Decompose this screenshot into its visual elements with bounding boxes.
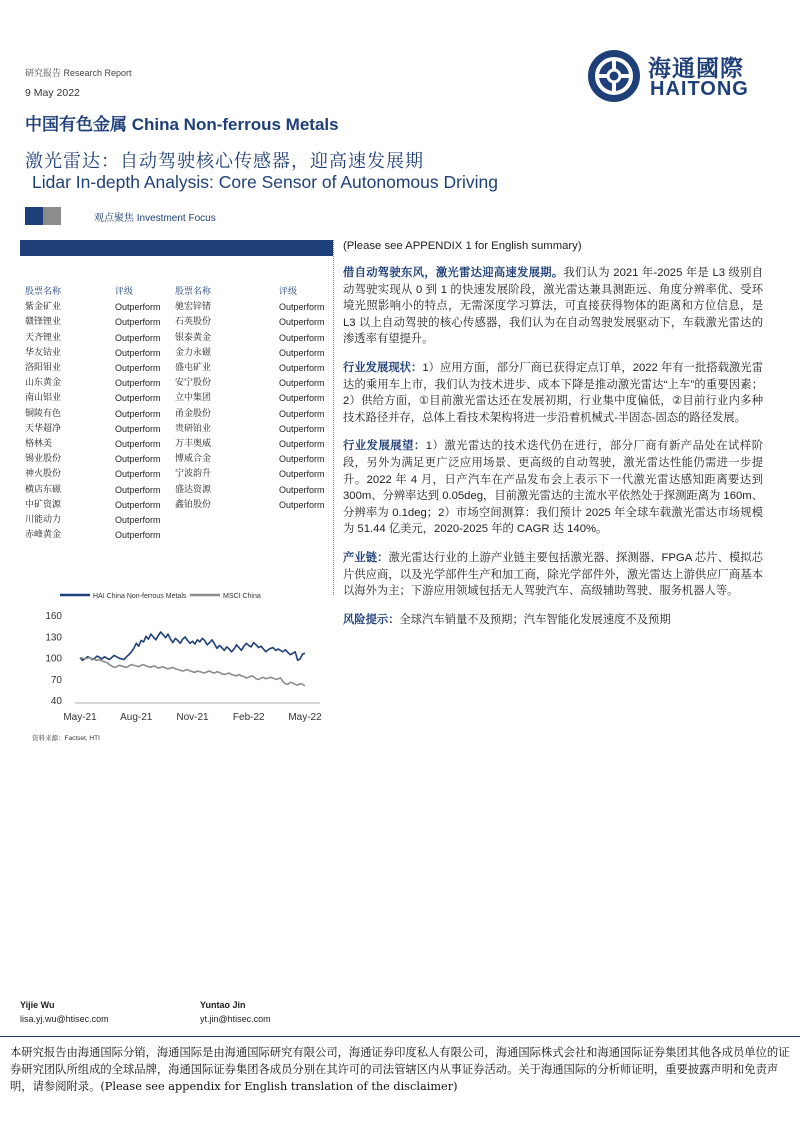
stock-rating: Outperform: [279, 317, 325, 328]
stock-name: 宁波韵升: [175, 469, 212, 480]
paragraph-highlights: 借自动驾驶东风，激光雷达迎高速发展期。我们认为 2021 年-2025 年是 L3 级别自动驾驶实现从 0 到 1 的快速发展阶段，激光雷达兼具测距远、角度分辨率优、受环境光照影响小的特点，无需深度学习算法，可直接获得物体的距离和方位信息，是 L3 以上自动驾驶的核心传感器，我们认为在自动驾驶发展驱动下，车载激光雷达的渗透率有望提升。: [343, 267, 763, 346]
table-row: [25, 528, 175, 543]
author-name: Yuntao Jin: [200, 1000, 246, 1010]
stock-name: 格林美: [25, 439, 53, 450]
paragraph-lead: 行业发展现状：: [343, 361, 423, 374]
stock-name: 赤峰黄金: [25, 530, 62, 541]
table-row: [175, 483, 339, 498]
series-line-msci-china: [80, 658, 305, 686]
stock-rating: Outperform: [279, 423, 325, 434]
stock-rating: Outperform: [279, 408, 325, 419]
x-tick-label: Aug-21: [120, 712, 153, 723]
stock-rating: Outperform: [115, 423, 161, 434]
y-tick-label: 40: [50, 696, 62, 707]
author-2: [200, 1000, 271, 1024]
stock-rating: Outperform: [115, 378, 161, 389]
table-row: [25, 513, 175, 528]
stock-rating: Outperform: [279, 439, 325, 450]
stock-rating: Outperform: [115, 530, 161, 541]
stock-name: 金力永磁: [175, 347, 212, 358]
stock-name: 华友钴业: [25, 347, 62, 358]
paragraph-lead: 产业链：: [343, 551, 389, 564]
stock-name: 安宁股份: [175, 378, 212, 389]
stock-rating: Outperform: [279, 347, 325, 358]
table-row: [175, 407, 339, 422]
stock-name: 赣锋锂业: [25, 317, 62, 328]
stock-name-header: 股票名称: [175, 287, 212, 297]
stock-rating: Outperform: [115, 469, 161, 480]
footer-divider: [0, 1036, 800, 1037]
x-tick-label: May-22: [288, 712, 322, 723]
stock-name: 洛阳钼业: [25, 363, 62, 374]
legend-label: HAI China Non-ferrous Metals: [93, 593, 187, 600]
rating-header: 评级: [279, 287, 298, 297]
author-1: [20, 1000, 109, 1024]
author-email[interactable]: lisa.yj.wu@htisec.com: [20, 1014, 109, 1024]
stock-rating: Outperform: [115, 484, 161, 495]
stock-name: 驰宏锌锗: [175, 302, 212, 313]
stock-name: 神火股份: [25, 469, 62, 480]
paragraph-lead: 借自动驾驶东风，激光雷达迎高速发展期。: [343, 267, 564, 279]
stock-name: 贵研铂业: [175, 423, 212, 434]
y-tick-label: 160: [45, 611, 62, 622]
stock-rating: Outperform: [279, 393, 325, 404]
disclaimer-text: 本研究报告由海通国际分销，海通国际是由海通国际研究有限公司，海通证券印度私人有限公司，海通国际株式会社和海通国际证券集团其他各成员单位的证券研究团队所组成的全球品牌，海通国际证券集团各成员分别在其许可的司法管辖区内从事证券活动。关于海通国际的分析师证明，重要披露声明和免责声明，请参阅附录。(Please see appendix for English translation of the disclaimer): [10, 1046, 790, 1093]
stock-name: 盛达资源: [175, 484, 212, 495]
stock-rating: Outperform: [115, 515, 161, 526]
stock-name: 横店东磁: [25, 484, 62, 495]
table-row: [25, 391, 175, 406]
haitong-logo-icon: [586, 48, 642, 104]
stock-name: 川能动力: [25, 515, 62, 526]
table-row: [25, 300, 175, 315]
table-row: [175, 361, 339, 376]
stock-name: 银泰黄金: [175, 332, 212, 343]
logo-text-en: HAITONG: [650, 78, 749, 100]
stock-rating: Outperform: [279, 378, 325, 389]
table-row: [175, 437, 339, 452]
chart-source-note: 资料来源：Factset, HTI: [32, 735, 100, 742]
table-row: [175, 300, 339, 315]
stock-name: 铜陵有色: [25, 408, 62, 419]
paragraph-value-chain: 产业链：激光雷达行业的上游产业链主要包括激光器、探测器、FPGA 芯片、模拟芯片供应商，以及光学部件生产和加工商，除光学部件外，激光雷达上游供应厂商基本以海外为主；下游应用领域包括无人驾驶汽车、高级辅助驾驶、服务机器人等。: [343, 551, 763, 598]
stock-name: 石英股份: [175, 317, 212, 328]
paragraph-lead: 风险提示：: [343, 613, 400, 626]
table-row: [25, 346, 175, 361]
stock-rating: Outperform: [115, 454, 161, 465]
paragraph-industry-status: 行业发展现状：1）应用方面，部分厂商已获得定点订单，2022 年有一批搭载激光雷达的乘用车上市，我们认为技术进步、成本下降是推动激光雷达“上车”的重要因素；2）供给方面，①目前激光雷达还在发展初期，行业集中度偏低，②目前行业内多种技术路径并存，总体上看技术架构将进一步沿着机械式-半固态-固态的路径发展。: [343, 361, 763, 424]
stock-rating: Outperform: [279, 363, 325, 374]
table-row: [175, 376, 339, 391]
stock-rating: Outperform: [115, 332, 161, 343]
table-row: [25, 498, 175, 513]
table-row: [175, 452, 339, 467]
table-row: [175, 315, 339, 330]
table-row: [175, 498, 339, 513]
stock-name: 鑫铂股份: [175, 499, 212, 510]
report-date: 9 May 2022: [25, 87, 80, 99]
table-row: [25, 376, 175, 391]
table-row: [25, 452, 175, 467]
stock-name: 中矿资源: [25, 499, 62, 510]
table-row: [175, 346, 339, 361]
ratings-table-right: [175, 285, 339, 513]
focus-marker-blue: [25, 207, 43, 225]
stock-name: 紫金矿业: [25, 302, 62, 313]
table-row: [25, 331, 175, 346]
investment-focus-label: 观点聚焦 Investment Focus: [94, 213, 216, 224]
sector-title: 中国有色金属 China Non-ferrous Metals: [25, 115, 339, 134]
paragraph-industry-outlook: 行业发展展望：1）激光雷达的技术迭代仍在进行，部分厂商有新产品处在试样阶段，另外为满足更广泛应用场景、更高级的自动驾驶，激光雷达性能仍需进一步提升。2022 年 4 月，日产汽车在产品发布会上表示下一代激光雷达感知距离要达到 300m、分辨率达到 0.05deg，目前激光雷达的主流水平依然处于探测距离为 160m、分辨率为 0.1deg；2）市场空间测算：我们预计 2025 年全球车载激光雷达市场规模为 51.44 亿美元，2020-2025 年的 CAGR 达 140%。: [343, 440, 763, 536]
table-row: [25, 437, 175, 452]
ratings-table-left: [25, 285, 175, 543]
author-email[interactable]: yt.jin@htisec.com: [200, 1014, 271, 1024]
sidebar-header-bar: [20, 240, 333, 256]
table-row: [175, 391, 339, 406]
table-row: [25, 483, 175, 498]
author-name: Yijie Wu: [20, 1000, 55, 1010]
stock-name: 南山铝业: [25, 393, 62, 404]
paragraph-risks: 风险提示：全球汽车销量不及预期；汽车智能化发展速度不及预期: [343, 613, 671, 626]
table-row: [25, 315, 175, 330]
stock-name: 万丰奥威: [175, 439, 212, 450]
stock-name: 天华超净: [25, 423, 62, 434]
legend-label: MSCI China: [223, 593, 261, 600]
stock-rating: Outperform: [115, 408, 161, 419]
stock-rating: Outperform: [115, 302, 161, 313]
stock-name: 山东黄金: [25, 378, 62, 389]
stock-name: 甬金股份: [175, 408, 212, 419]
series-line-hai-non-ferrous: [80, 632, 305, 660]
y-tick-label: 130: [45, 632, 62, 644]
rating-header: 评级: [115, 287, 134, 297]
y-tick-label: 100: [45, 653, 62, 665]
stock-name: 博威合金: [175, 454, 212, 465]
y-tick-label: 70: [50, 674, 62, 686]
table-row: [25, 467, 175, 482]
stock-rating: Outperform: [115, 499, 161, 510]
stock-rating: Outperform: [115, 393, 161, 404]
appendix-note: (Please see APPENDIX 1 for English summary): [343, 240, 582, 252]
performance-chart: [40, 585, 335, 725]
focus-marker-grey: [43, 207, 61, 225]
stock-rating: Outperform: [279, 332, 325, 343]
table-row: [25, 361, 175, 376]
report-type-label: 研究报告 Research Report: [25, 68, 132, 78]
stock-name: 天齐锂业: [25, 332, 62, 343]
logo-text-cn: 海通國際: [648, 55, 744, 81]
table-row: [175, 331, 339, 346]
x-tick-label: May-21: [63, 712, 97, 723]
stock-name: 锡业股份: [25, 454, 62, 465]
stock-rating: Outperform: [115, 317, 161, 328]
stock-rating: Outperform: [279, 499, 325, 510]
x-tick-label: Feb-22: [232, 712, 265, 723]
stock-name-header: 股票名称: [25, 287, 62, 297]
paragraph-lead: 行业发展展望：: [343, 440, 426, 453]
stock-rating: Outperform: [279, 469, 325, 480]
table-row: [175, 467, 339, 482]
stock-rating: Outperform: [279, 454, 325, 465]
stock-rating: Outperform: [115, 363, 161, 374]
stock-rating: Outperform: [115, 347, 161, 358]
report-title-cn: 激光雷达：自动驾驶核心传感器，迎高速发展期: [25, 151, 424, 172]
report-title-en: Lidar In-depth Analysis: Core Sensor of Autonomous Driving: [32, 172, 498, 192]
stock-name: 立中集团: [175, 393, 212, 404]
stock-rating: Outperform: [115, 439, 161, 450]
table-row: [25, 422, 175, 437]
stock-name: 盛屯矿业: [175, 363, 212, 374]
stock-rating: Outperform: [279, 302, 325, 313]
table-row: [175, 422, 339, 437]
table-row: [25, 407, 175, 422]
stock-rating: Outperform: [279, 484, 325, 495]
x-tick-label: Nov-21: [176, 712, 209, 723]
